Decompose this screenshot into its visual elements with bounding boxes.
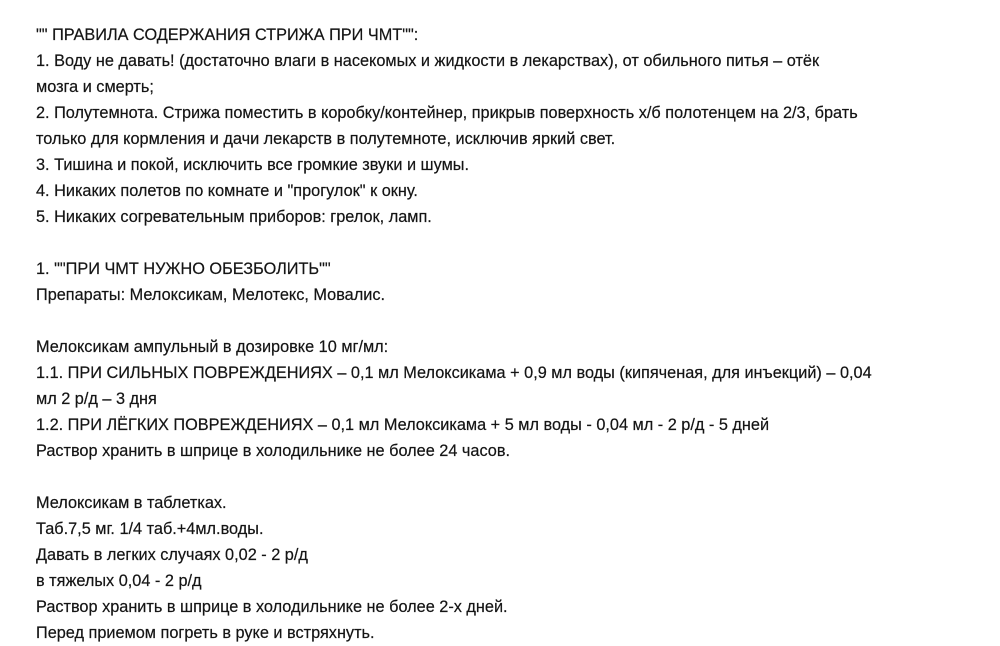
ampoule-storage: Раствор хранить в шприце в холодильнике не более 24 часов. <box>36 442 510 460</box>
tablet-severe-dose: в тяжелых 0,04 - 2 р/д <box>36 572 202 590</box>
ampoule-section <box>36 334 986 464</box>
tablet-mild-dose: Давать в легких случаях 0,02 - 2 р/д <box>36 546 308 564</box>
tablets-section <box>36 490 986 646</box>
rule-4: 4. Никаких полетов по комнате и "прогулок" к окну. <box>36 182 418 200</box>
spacer <box>36 464 986 490</box>
severe-dose-line-2: мл 2 р/д – 3 дня <box>36 390 157 408</box>
spacer <box>36 308 986 334</box>
tablets-heading: Мелоксикам в таблетках. <box>36 494 227 512</box>
rule-1-line-1: 1. Воду не давать! (достаточно влаги в насекомых и жидкости в лекарствах), от обильного питья – отёк <box>36 52 820 70</box>
analgesia-section <box>36 256 986 308</box>
spacer <box>36 230 986 256</box>
care-rules-title: "" ПРАВИЛА СОДЕРЖАНИЯ СТРИЖА ПРИ ЧМТ"": <box>36 26 419 44</box>
tablet-usage-note: Перед приемом погреть в руке и встряхнуть. <box>36 624 375 642</box>
document-body <box>36 22 986 646</box>
severe-dose-line-1: 1.1. ПРИ СИЛЬНЫХ ПОВРЕЖДЕНИЯХ – 0,1 мл Мелоксикама + 0,9 мл воды (кипяченая, для инъекций) – 0,04 <box>36 364 872 382</box>
mild-dose: 1.2. ПРИ ЛЁГКИХ ПОВРЕЖДЕНИЯХ – 0,1 мл Мелоксикама + 5 мл воды - 0,04 мл - 2 р/д - 5 дней <box>36 416 770 434</box>
rule-3: 3. Тишина и покой, исключить все громкие звуки и шумы. <box>36 156 469 174</box>
rule-2-line-1: 2. Полутемнота. Стрижа поместить в коробку/контейнер, прикрыв поверхность х/б полотенцем на 2/3, брать <box>36 104 858 122</box>
rule-1-line-2: мозга и смерть; <box>36 78 154 96</box>
rule-5: 5. Никаких согревательным приборов: грелок, ламп. <box>36 208 432 226</box>
tablet-storage: Раствор хранить в шприце в холодильнике не более 2-х дней. <box>36 598 508 616</box>
tablet-preparation: Таб.7,5 мг. 1/4 таб.+4мл.воды. <box>36 520 264 538</box>
rule-2-line-2: только для кормления и дачи лекарств в полутемноте, исключив яркий свет. <box>36 130 616 148</box>
care-rules-section <box>36 22 986 230</box>
analgesia-heading: 1. ""ПРИ ЧМТ НУЖНО ОБЕЗБОЛИТЬ"" <box>36 260 331 278</box>
ampoule-heading: Мелоксикам ампульный в дозировке 10 мг/мл: <box>36 338 389 356</box>
analgesia-drugs: Препараты: Мелоксикам, Мелотекс, Мовалис. <box>36 286 385 304</box>
